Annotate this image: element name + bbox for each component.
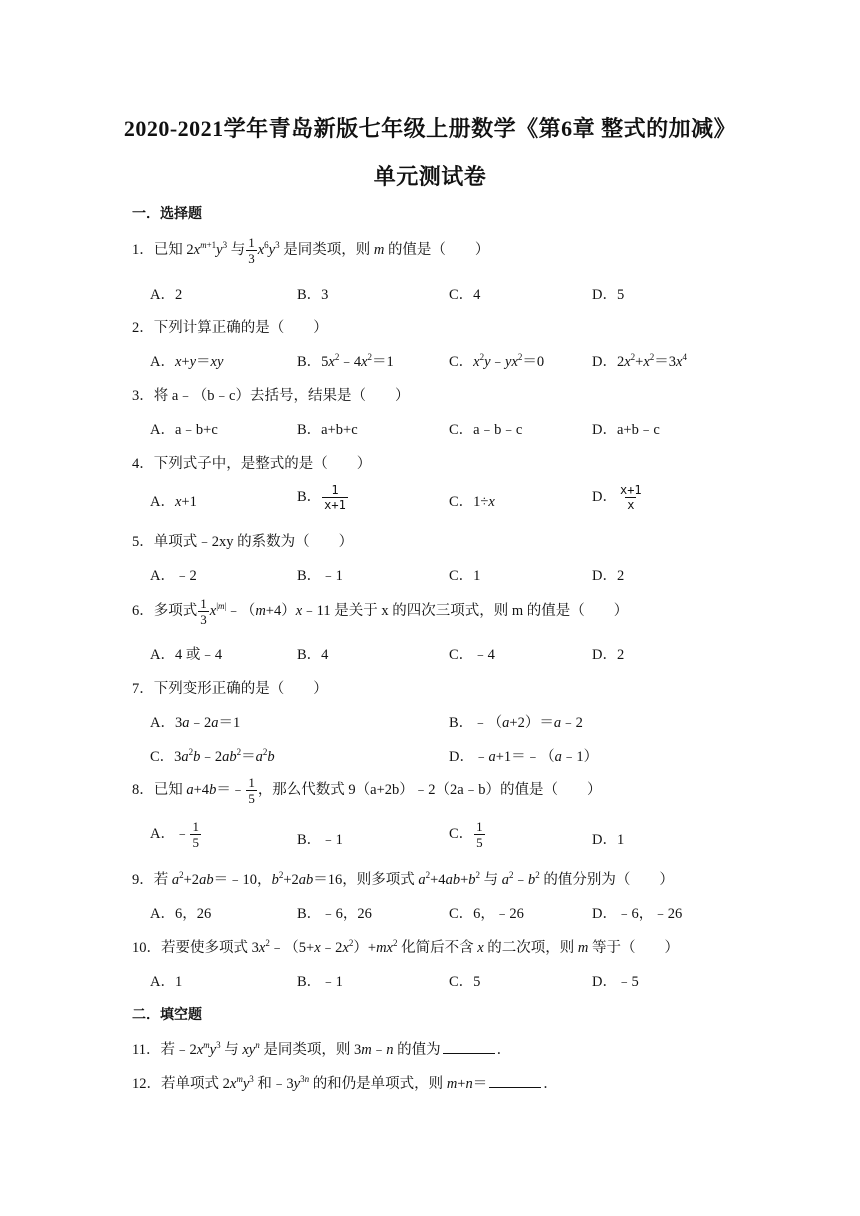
question-10: 10．若要使多项式 $3x^2﹣(5+x﹣2x^2)+mx^2$ 化简后不含 x 的二次项，则 m 等于（ ）	[132, 938, 680, 956]
option-b[interactable]: B．4	[297, 647, 329, 663]
option-d[interactable]: D．﹣6，﹣26	[592, 906, 683, 922]
option-b[interactable]: B．3	[297, 287, 329, 303]
option-b[interactable]: B．$5x^2﹣4x^2=1$	[297, 352, 394, 370]
option-b[interactable]: B．﹣1	[297, 832, 343, 848]
fraction-one-fifth: $\frac{1}{5}$	[476, 819, 483, 850]
option-b[interactable]: B．﹣6，26	[297, 906, 372, 922]
option-a[interactable]: A．a﹣b+c	[150, 422, 218, 438]
section-heading-fill: 二．填空题	[132, 1008, 202, 1023]
question-11: 11．若$﹣2x^my^3$ 与 $xy^n$ 是同类项，则 3m﹣n 的值为 ．	[132, 1040, 512, 1058]
question-3: 3．将 a﹣（b﹣c）去括号，结果是（ ）	[132, 388, 410, 404]
option-b[interactable]: B．﹣1	[297, 568, 343, 584]
option-c[interactable]: C．a﹣b﹣c	[449, 422, 523, 438]
option-d[interactable]: D．﹣a+1＝﹣（a﹣1）	[449, 749, 599, 765]
section-heading-choice: 一．选择题	[132, 207, 202, 222]
option-a[interactable]: A．﹣ $\frac{1}{5}$	[150, 819, 199, 850]
option-a[interactable]: A．x+1	[150, 494, 197, 510]
option-c[interactable]: C．$x^2y﹣yx^2=0$	[449, 352, 545, 370]
fraction-one-third: $\frac{1}{3}$	[248, 235, 255, 266]
option-d[interactable]: D．a+b﹣c	[592, 422, 660, 438]
option-c[interactable]: C．4	[449, 287, 481, 303]
question-1: 1．已知 $2x^{m+1}y^3$ 与 $\frac{1}{3}$ $x^6y^3$ 是同类项，则 m 的值是（ ）	[132, 235, 490, 266]
question-9: 9．若 $a^2+2ab=﹣10$，$b^2+2ab=16$，则多项式 $a^2+4ab+b^2$ 与 $a^2﹣b^2$ 的值分别为（ ）	[132, 870, 674, 888]
option-b[interactable]: B．﹣（a+2）＝a﹣2	[449, 715, 583, 731]
answer-blank[interactable]	[489, 1075, 541, 1088]
fraction-one-fifth: $\frac{1}{5}$	[192, 819, 199, 850]
option-c[interactable]: C．$3a^2b﹣2ab^2=a^2b$	[150, 747, 275, 765]
option-a[interactable]: A．3a﹣2a＝1	[150, 715, 241, 731]
option-c[interactable]: C．1	[449, 568, 481, 584]
option-c[interactable]: C．5	[449, 974, 481, 990]
fraction-one-third: $\frac{1}{3}$	[200, 596, 207, 627]
option-b[interactable]: B．a+b+c	[297, 422, 358, 438]
option-d[interactable]: D． $\frac{x+1}{x}$	[592, 483, 642, 512]
question-4: 4．下列式子中，是整式的是（ ）	[132, 456, 372, 472]
option-d[interactable]: D．1	[592, 832, 625, 848]
question-6: 6．多项式 $\frac{1}{3}$ $x^{|m|}﹣(m+4)x﹣11$ 是关于 x 的四次三项式，则 m 的值是（ ）	[132, 596, 629, 627]
option-a[interactable]: A．2	[150, 287, 183, 303]
option-c[interactable]: C．﹣4	[449, 647, 495, 663]
option-a[interactable]: A．x+y＝xy	[150, 354, 224, 370]
option-b[interactable]: B．﹣1	[297, 974, 343, 990]
question-5: 5．单项式﹣2xy 的系数为（ ）	[132, 534, 354, 550]
option-c[interactable]: C．1÷x	[449, 494, 495, 510]
page-title: 2020-2021学年青岛新版七年级上册数学《第6章 整式的加减》	[123, 116, 737, 141]
option-c[interactable]: C．6，﹣26	[449, 906, 524, 922]
fraction-one-fifth: $\frac{1}{5}$	[248, 775, 255, 806]
question-12: 12．若单项式 $2x^my^3$ 和$﹣3y^{3n}$ 的和仍是单项式，则 m+n＝ ．	[132, 1074, 558, 1092]
option-a[interactable]: A．﹣2	[150, 568, 197, 584]
option-d[interactable]: D．5	[592, 287, 625, 303]
option-a[interactable]: A．1	[150, 974, 183, 990]
option-d[interactable]: D．$2x^2+x^2=3x^4$	[592, 352, 687, 370]
option-b[interactable]: B． $\frac{1}{x+1}$	[297, 483, 346, 512]
fraction-x-plus-1-over-x: $\frac{x+1}{x}$	[619, 483, 642, 512]
question-8: 8．已知 a+4b＝﹣ $\frac{1}{5}$ ，那么代数式 9（a+2b）﹣2（2a﹣b）的值是（ ）	[132, 775, 602, 806]
option-d[interactable]: D．2	[592, 647, 625, 663]
fraction-1-over-x-plus-1: $\frac{1}{x+1}$	[324, 483, 346, 512]
page-subtitle: 单元测试卷	[373, 164, 487, 189]
question-7: 7．下列变形正确的是（ ）	[132, 681, 328, 697]
option-d[interactable]: D．2	[592, 568, 625, 584]
option-a[interactable]: A．6，26	[150, 906, 212, 922]
answer-blank[interactable]	[443, 1041, 495, 1054]
question-2: 2．下列计算正确的是（ ）	[132, 320, 328, 336]
option-d[interactable]: D．﹣5	[592, 974, 639, 990]
option-a[interactable]: A．4 或﹣4	[150, 647, 223, 663]
option-c[interactable]: C． $\frac{1}{5}$	[449, 819, 483, 850]
